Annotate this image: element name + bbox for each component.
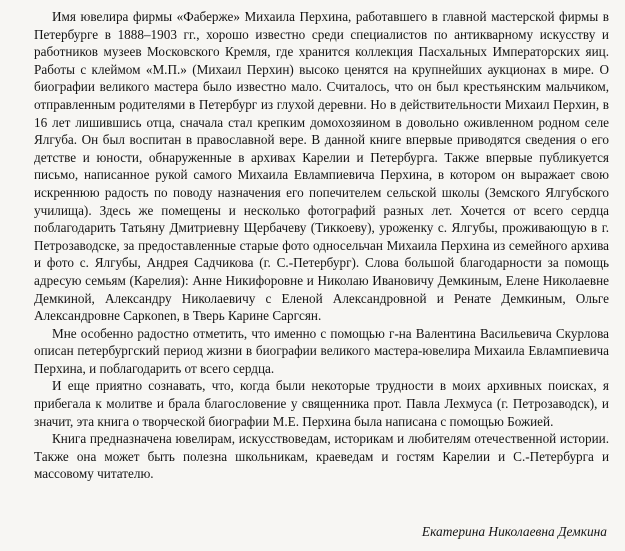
author-signature: Екатерина Николаевна Демкина	[421, 524, 607, 539]
paragraph-audience: Книга предназначена ювелирам, искусствоведам, историкам и любителям отечественной истории. Также она может быть полезна школьникам, краеведам и гостям Карелии и С.-Петербурга и массовому читателю.	[34, 431, 609, 482]
preface-text	[34, 8, 609, 483]
paragraph-blessing: И еще приятно сознавать, что, когда были некоторые трудности в моих архивных поисках, я прибегала к молитве и брала благословение у священника прот. Павла Лехмуса (г. Петрозаводск), и значит, эта книга о творческой биографии М.Е. Перхина была написана с помощью Божией.	[34, 378, 609, 429]
paragraph-acknowledgement: Мне особенно радостно отметить, что именно с помощью г-на Валентина Васильевича Скурлова описан петербургский период жизни в биографии великого мастера-ювелира Михаила Евлампиевича Перхина, и поблагодарить от всего сердца.	[34, 325, 609, 376]
paragraph-intro: Имя ювелира фирмы «Фаберже» Михаила Перхина, работавшего в главной мастерской фирмы в Петербурге в 1888–1903 гг., хорошо известно среди специалистов по антикварному искусству и работников музеев Московского Кремля, где хранится коллекция Пасхальных Императорских яиц. Работы с клеймом «М.П.» (Михаил Перхин) высоко ценятся на крупнейших аукционах в мире. О биографии великого мастера было известно мало. Считалось, что он был крестьянским мальчиком, отправленным родителями в Петербург из глухой деревни. Но в действительности Михаил Перхин, в 16 лет лишившись отца, сначала стал крепким домохозяином в довольно оживленном родном селе Ялгуба. Он был воспитан в православной вере. В данной книге впервые приводятся сведения о его детстве и юности, обнаруженные в архивах Карелии и Петербурга. Также впервые публикуется письмо, написанное рукой самого Михаила Евлампиевича Перхина, в котором он выражает свою искреннюю радость по поводу назначения его попечителем сельской школы (Земского Ялгубского училища). Здесь же помещены и несколько фотографий разных лет. Хочется от всего сердца поблагодарить Татьяну Дмитриевну Щербачеву (Тиккоеву), уроженку с. Ялгубы, проживающую в г. Петрозаводске, за предоставленные старые фото односельчан Михаила Перхина из семейного архива и фото с. Ялгубы, Андрея Садчикова (г. С.-Петербург). Слова большой благодарности за помощь адресую семьям (Карелия): Анне Никифоровне и Николаю Ивановичу Демкиным, Елене Николаевне Демкиной, Александру Николаевичу с Еленой Александровной и Ренате Демкиным, Ольге Александровне Саркonen, в Тверь Карине Саргсян.	[34, 9, 609, 324]
